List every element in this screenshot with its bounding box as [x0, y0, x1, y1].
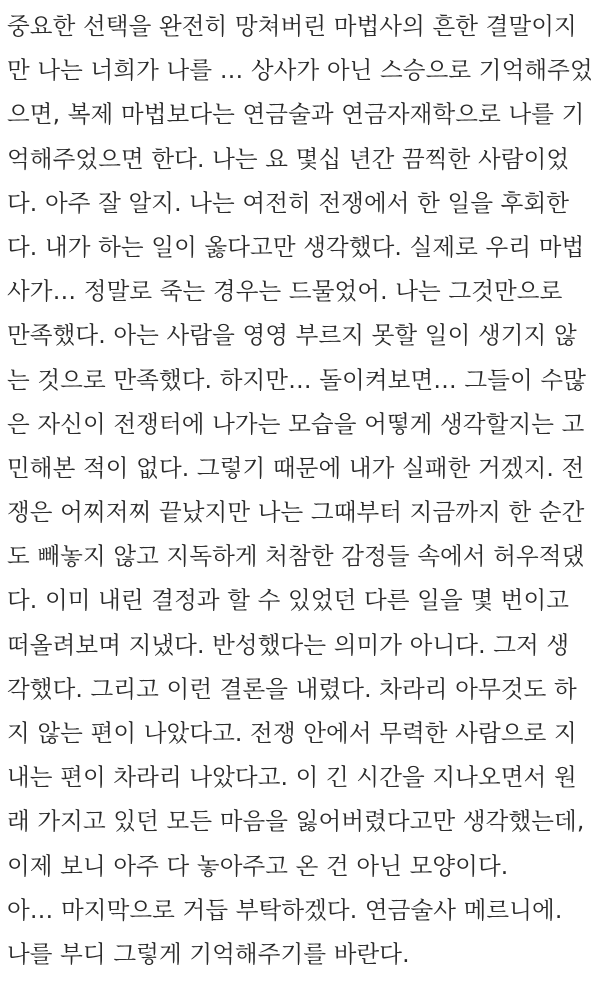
- text-line-16: 각했다. 그리고 이런 결론을 내렸다. 차라리 아무것도 하: [7, 674, 577, 703]
- text-line-10: 은 자신이 전쟁터에 나가는 모습을 어떻게 생각할지는 고: [7, 409, 585, 438]
- text-line-8: 만족했다. 아는 사람을 영영 부르지 못할 일이 생기지 않: [7, 321, 577, 350]
- text-line-11: 민해본 적이 없다. 그렇기 때문에 내가 실패한 거겠지. 전: [7, 453, 585, 482]
- text-line-17: 지 않는 편이 나았다고. 전쟁 안에서 무력한 사람으로 지: [7, 719, 577, 747]
- text-line-3: 으면, 복제 마법보다는 연금술과 연금자재학으로 나를 기: [7, 100, 585, 129]
- text-line-20: 이제 보니 아주 다 놓아주고 온 건 아닌 모양이다.: [7, 851, 509, 880]
- text-line-6: 다. 내가 하는 일이 옳다고만 생각했다. 실제로 우리 마법: [7, 232, 585, 261]
- text-line-7: 사가… 정말로 죽는 경우는 드물었어. 나는 그것만으로: [7, 277, 563, 306]
- text-line-13: 도 빼놓지 않고 지독하게 처참한 감정들 속에서 허우적댔: [7, 542, 585, 571]
- text-line-9: 는 것으로 만족했다. 하지만… 돌이켜보면… 그들이 수많: [7, 365, 587, 394]
- text-line-2: 만 나는 너희가 나를 … 상사가 아닌 스승으로 기억해주었: [7, 56, 593, 85]
- text-line-21: 아… 마지막으로 거듭 부탁하겠다. 연금술사 메르니에.: [7, 895, 563, 924]
- text-line-22: 나를 부디 그렇게 기억해주기를 바란다.: [7, 939, 410, 968]
- text-line-4: 억해주었으면 한다. 나는 요 몇십 년간 끔찍한 사람이었: [7, 144, 570, 173]
- text-line-5: 다. 아주 잘 알지. 나는 여전히 전쟁에서 한 일을 후회한: [7, 188, 570, 217]
- text-line-18: 내는 편이 차라리 나았다고. 이 긴 시간을 지나오면서 원: [7, 763, 577, 792]
- text-line-14: 다. 이미 내린 결정과 할 수 있었던 다른 일을 몇 번이고: [7, 586, 570, 615]
- text-line-12: 쟁은 어찌저찌 끝났지만 나는 그때부터 지금까지 한 순간: [7, 498, 585, 527]
- text-line-1: 중요한 선택을 완전히 망쳐버린 마법사의 흔한 결말이지: [7, 12, 577, 40]
- body-text: [7, 4, 602, 976]
- text-line-19: 래 가지고 있던 모든 마음을 잃어버렸다고만 생각했는데,: [7, 807, 585, 836]
- text-line-15: 떠올려보며 지냈다. 반성했다는 의미가 아니다. 그저 생: [7, 630, 570, 659]
